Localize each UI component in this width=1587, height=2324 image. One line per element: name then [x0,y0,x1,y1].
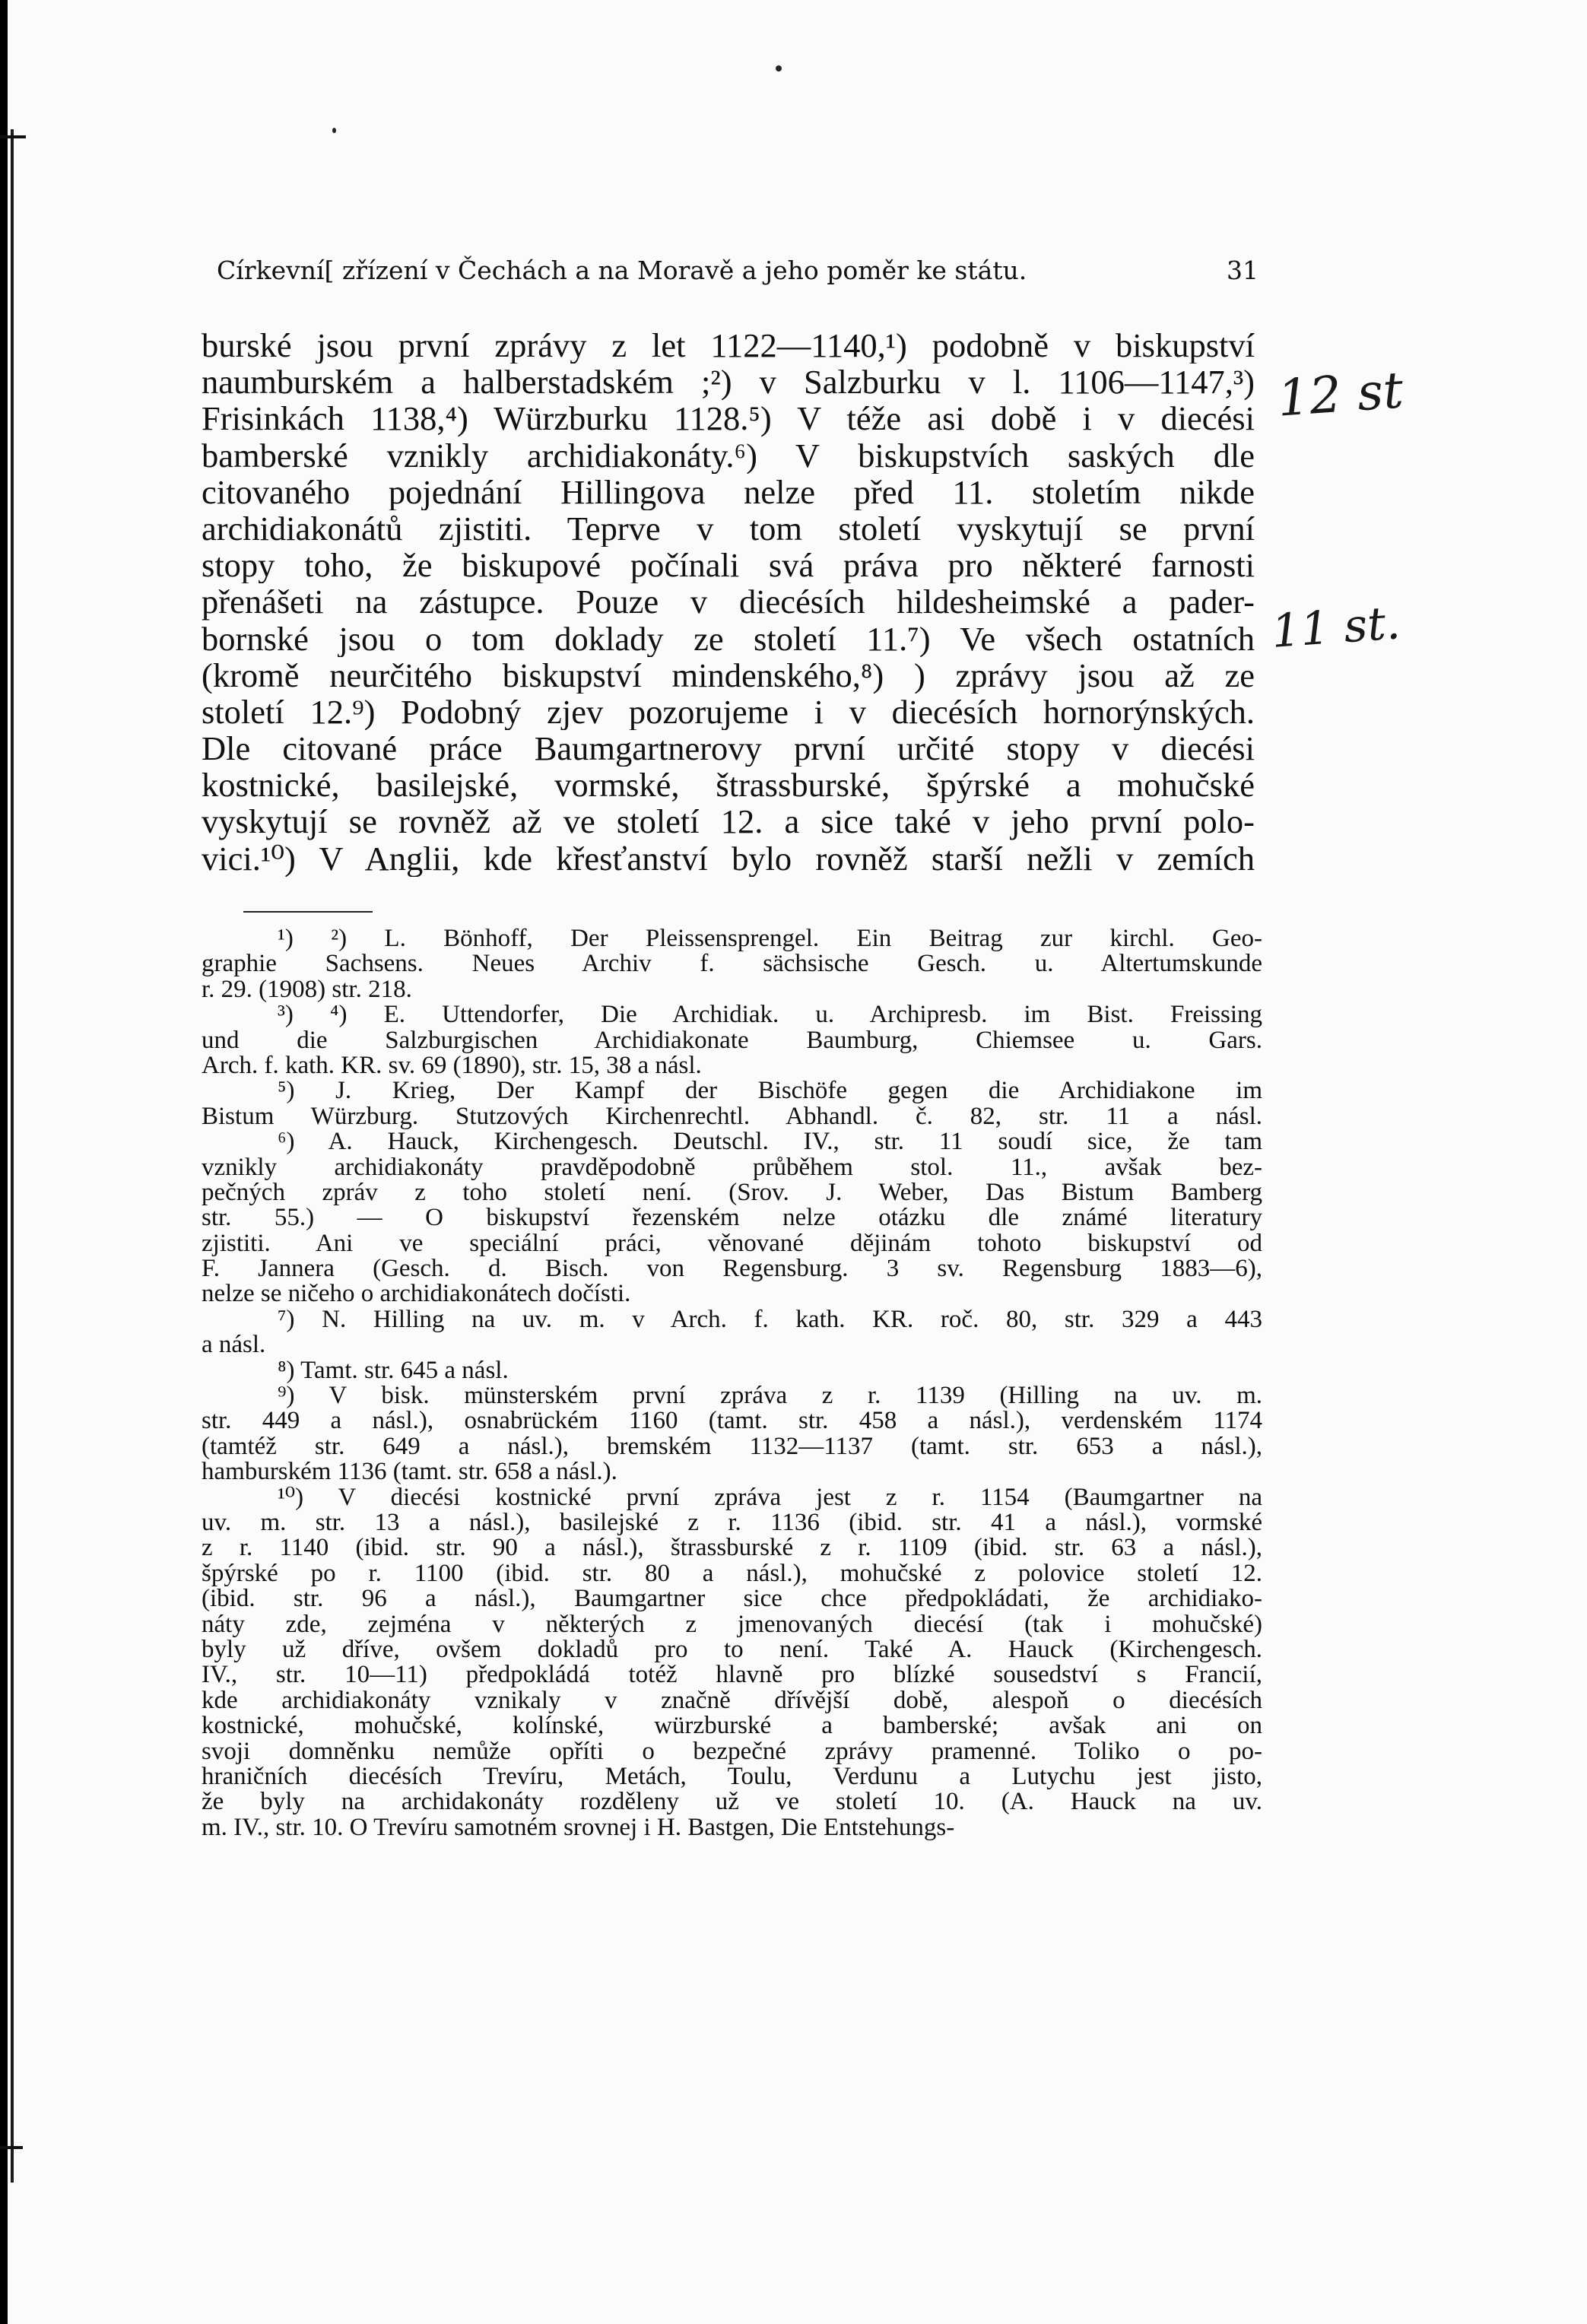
footnote-line: ⁹) V bisk. münsterském první zpráva z r. 1139 (Hilling na uv. m. [278,1383,1262,1409]
body-line: přenášeti na zástupce. Pouze v diecésích hildesheimské a pader- [202,583,1255,621]
footnote-line: (ibid. str. 96 a násl.), Baumgartner sice chce předpokládati, že archidiako- [202,1586,1262,1612]
footnote-line: ¹) ²) L. Bönhoff, Der Pleissensprengel. Ein Beitrag zur kirchl. Geo- [278,926,1262,952]
body-line: archidiakonátů zjistiti. Teprve v tom století vyskytují se první [202,510,1255,548]
body-line: Dle citované práce Baumgartnerovy první určité stopy v diecési [202,730,1255,767]
footnote-line: IV., str. 10—11) předpokládá totéž hlavně pro blízké sousedství s Francií, [202,1662,1262,1688]
binding-rule [11,129,14,2183]
margin-annotation: 11 st. [1269,596,1402,659]
footnote-line: ⁸) Tamt. str. 645 a násl. [278,1357,509,1384]
body-line: století 12.⁹) Podobný zjev pozorujeme i v diecésích hornorýnských. [202,693,1255,731]
footnote-line: uv. m. str. 13 a násl.), basilejské z r. 1136 (ibid. str. 41 a násl.), vormské [202,1510,1262,1536]
body-line: naumburském a halberstadském ;²) v Salzburku v l. 1106—1147,³) [202,364,1255,401]
scan-tick [0,135,26,138]
footnote-line: nelze se ničeho o archidiakonátech dočísti. [202,1281,631,1307]
footnote-line: pečných zpráv z toho století není. (Srov. J. Weber, Das Bistum Bamberg [202,1179,1262,1206]
body-line: bamberské vznikly archidiakonáty.⁶) V biskupstvích saských dle [202,437,1255,474]
footnote-line: svoji domněnku nemůže opříti o bezpečné zprávy pramenné. Toliko o po- [202,1738,1262,1764]
footnote-line: graphie Sachsens. Neues Archiv f. sächsische Gesch. u. Altertumskunde [202,951,1262,977]
footnote-line: vznikly archidiakonáty pravděpodobně průběhem stol. 11., avšak bez- [202,1154,1262,1180]
footnote-line: und die Salzburgischen Archidiakonate Baumburg, Chiemsee u. Gars. [202,1027,1262,1053]
footnote-line: F. Jannera (Gesch. d. Bisch. von Regensburg. 3 sv. Regensburg 1883—6), [202,1256,1262,1282]
footnote-line: hamburském 1136 (tamt. str. 658 a násl.). [202,1459,617,1485]
body-text [202,327,1255,877]
footnote-line: že byly na archidakonáty rozděleny už ve století 10. (A. Hauck na uv. [202,1789,1262,1815]
footnote-line: ¹⁰) V diecési kostnické první zpráva jest z r. 1154 (Baumgartner na [278,1484,1262,1510]
body-line: (kromě neurčitého biskupství mindenského,⁸) ) zprávy jsou až ze [202,656,1255,694]
footnote-line: (tamtéž str. 649 a násl.), bremském 1132—1137 (tamt. str. 653 a násl.), [202,1433,1262,1460]
footnote-line: ⁵) J. Krieg, Der Kampf der Bischöfe gegen die Archidiakone im [278,1078,1262,1104]
footnote-line: hraničních diecésích Trevíru, Metách, Toulu, Verdunu a Lutychu jest jisto, [202,1764,1262,1790]
ink-speck [776,65,782,71]
footnote-line: r. 29. (1908) str. 218. [202,976,412,1003]
scan-tick [0,2146,23,2149]
footnote-line: ⁷) N. Hilling na uv. m. v Arch. f. kath. KR. roč. 80, str. 329 a 443 [278,1306,1262,1333]
footnote-line: z r. 1140 (ibid. str. 90 a násl.), štrassburské z r. 1109 (ibid. str. 63 a násl.), [202,1535,1262,1561]
scan-border [0,0,8,2324]
body-line: vyskytují se rovněž až ve století 12. a sice také v jeho první polo- [202,803,1255,840]
ink-speck [332,128,336,133]
running-head-title: Církevní[ zřízení v Čechách a na Moravě a jeho poměr ke státu. [217,256,1027,285]
running-head [217,256,1258,286]
body-line: burské jsou první zprávy z let 1122—1140,¹) podobně v biskupství [202,327,1255,364]
footnote-line: kostnické, mohučské, kolínské, würzburské a bamberské; avšak ani on [202,1713,1262,1739]
footnote-line: špýrské po r. 1100 (ibid. str. 80 a násl.), mohučské z polovice století 12. [202,1560,1262,1587]
footnote-line: Bistum Würzburg. Stutzových Kirchenrechtl. Abhandl. č. 82, str. 11 a násl. [202,1103,1262,1130]
footnote-line: a násl. [202,1332,266,1358]
body-line: kostnické, basilejské, vormské, štrassburské, špýrské a mohučské [202,767,1255,804]
footnote-line: ³) ⁴) E. Uttendorfer, Die Archidiak. u. Archipresb. im Bist. Freissing [278,1002,1262,1028]
page-number: 31 [1227,256,1258,285]
footnote-line: náty zde, zejména v některých z jmenovaných diecésí (tak i mohučské) [202,1611,1262,1637]
footnote-line: str. 55.) — O biskupství řezenském nelze otázku dle známé literatury [202,1205,1262,1231]
body-line: bornské jsou o tom doklady ze století 11.⁷) Ve všech ostatních [202,620,1255,657]
footnote-line: m. IV., str. 10. O Trevíru samotném srovnej i H. Bastgen, Die Entstehungs- [202,1814,955,1841]
footnote-line: zjistiti. Ani ve speciální práci, věnované dějinám tohoto biskupství od [202,1230,1262,1257]
footnote-separator [243,911,373,913]
body-line: citovaného pojednání Hillingova nelze před 11. stoletím nikde [202,473,1255,510]
footnote-line: byly už dříve, ovšem dokladů pro to není. Také A. Hauck (Kirchengesch. [202,1637,1262,1663]
body-line: stopy toho, že biskupové počínali svá práva pro některé farnosti [202,547,1255,584]
footnote-line: ⁶) A. Hauck, Kirchengesch. Deutschl. IV., str. 11 soudí sice, že tam [278,1129,1262,1155]
footnotes [202,926,1262,1840]
footnote-line: Arch. f. kath. KR. sv. 69 (1890), str. 15, 38 a násl. [202,1052,702,1079]
margin-annotation: 12 st [1275,360,1405,428]
footnote-line: kde archidiakonáty vznikaly v značně dřívější době, alespoň o diecésích [202,1687,1262,1714]
footnote-line: str. 449 a násl.), osnabrückém 1160 (tamt. str. 458 a násl.), verdenském 1174 [202,1408,1262,1434]
body-line: vici.¹⁰) V Anglii, kde křesťanství bylo rovněž starší nežli v zemích [202,840,1255,877]
body-line: Frisinkách 1138,⁴) Würzburku 1128.⁵) V téže asi době i v diecési [202,400,1255,437]
